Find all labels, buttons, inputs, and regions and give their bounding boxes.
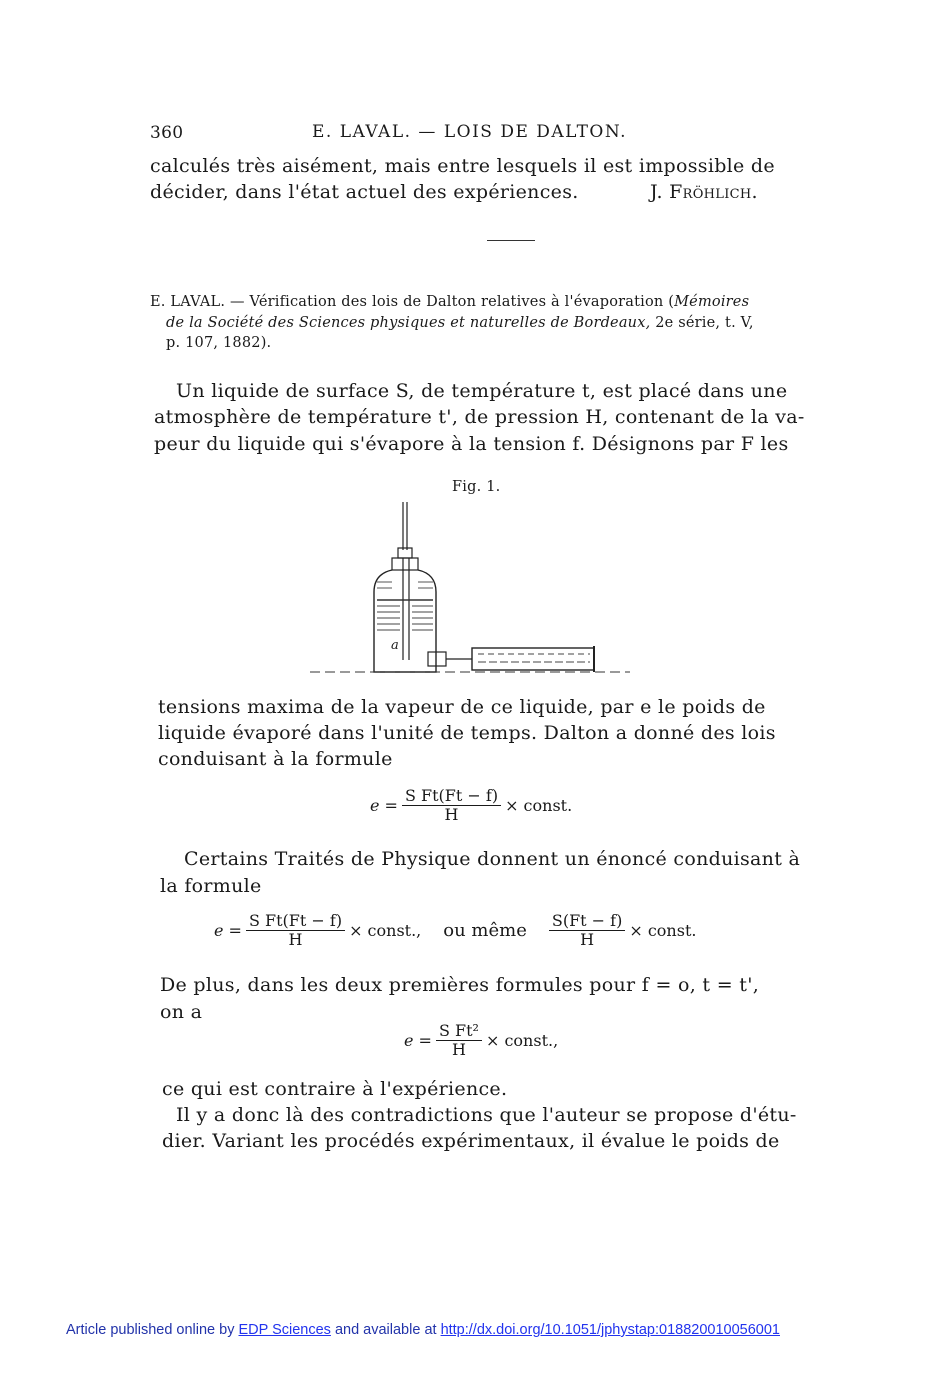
- formula-denominator: H: [580, 929, 595, 949]
- text-line: la formule: [160, 875, 262, 897]
- formula-lhs: e =: [370, 795, 398, 815]
- doi-link[interactable]: http://dx.doi.org/10.1051/jphystap:018820010056001: [440, 1322, 780, 1338]
- formula-numerator: S Ft(Ft − f): [402, 787, 501, 806]
- formula-fraction: [436, 1022, 482, 1058]
- formula-fraction: [402, 787, 501, 823]
- text-line: Un liquide de surface S, de température t, est placé dans une: [176, 380, 788, 402]
- formula-dalton: [370, 787, 572, 823]
- formula-lhs: e =: [404, 1030, 432, 1050]
- reference-journal: Mémoires: [674, 294, 750, 310]
- publisher-link[interactable]: EDP Sciences: [238, 1322, 331, 1338]
- reference-text: E. LAVAL. — Vérification des lois de Dalton relatives à l'évaporation (: [150, 294, 675, 310]
- text-line: décider, dans l'état actuel des expériences.: [150, 181, 579, 203]
- text-line: on a: [160, 1001, 203, 1023]
- text-line: calculés très aisément, mais entre lesquels il est impossible de: [150, 155, 775, 177]
- figure-caption: Fig. 1.: [452, 479, 501, 495]
- text-line: De plus, dans les deux premières formules pour f = o, t = t',: [160, 974, 760, 996]
- formula-denominator: H: [444, 804, 459, 824]
- text-line: liquide évaporé dans l'unité de temps. Dalton a donné des lois: [158, 722, 776, 744]
- footer-prefix: Article published online by: [66, 1322, 235, 1338]
- page-number: 360: [150, 123, 184, 143]
- text-line: atmosphère de température t', de pression H, contenant de la va-: [154, 406, 805, 428]
- separator-rule: [487, 240, 535, 241]
- formula-mid: × const.,: [349, 920, 422, 940]
- formula-special-case: [404, 1022, 558, 1058]
- text-line: dier. Variant les procédés expérimentaux, il évalue le poids de: [162, 1130, 780, 1152]
- formula-denominator: H: [288, 929, 303, 949]
- author-signature: J. Fröhlich.: [650, 181, 758, 203]
- running-title: E. LAVAL. — LOIS DE DALTON.: [312, 122, 628, 142]
- formula-denominator: H: [451, 1039, 466, 1059]
- reference-line: [166, 315, 754, 331]
- text-line: peur du liquide qui s'évapore à la tension f. Désignons par F les: [154, 433, 789, 455]
- formula-numerator: S(Ft − f): [549, 912, 625, 931]
- formula-rhs: × const.: [629, 920, 697, 940]
- formula-numerator: S Ft²: [436, 1022, 482, 1041]
- text-line: Certains Traités de Physique donnent un énoncé conduisant à: [184, 848, 801, 870]
- formula-numerator: S Ft(Ft − f): [246, 912, 345, 931]
- formula-traites: [214, 912, 696, 948]
- reference-line: p. 107, 1882).: [166, 335, 272, 351]
- text-line: tensions maxima de la vapeur de ce liquide, par e le poids de: [158, 696, 766, 718]
- apparatus-figure: [300, 500, 640, 680]
- formula-rhs: × const.: [505, 795, 573, 815]
- formula-fraction: [549, 912, 625, 948]
- text-line: ce qui est contraire à l'expérience.: [162, 1078, 508, 1100]
- formula-lhs: e =: [214, 920, 242, 940]
- text-line: conduisant à la formule: [158, 748, 393, 770]
- footer-middle: and available at: [334, 1322, 437, 1338]
- reference-text: 2e série, t. V,: [650, 315, 754, 331]
- formula-connector: ou même: [443, 919, 527, 941]
- formula-fraction: [246, 912, 345, 948]
- text-line: Il y a donc là des contradictions que l'auteur se propose d'étu-: [176, 1104, 797, 1126]
- reference-journal: de la Société des Sciences physiques et naturelles de Bordeaux,: [166, 315, 651, 331]
- reference-line: [150, 294, 749, 310]
- formula-rhs: × const.,: [485, 1030, 559, 1050]
- figure-label-a: a: [391, 638, 400, 653]
- publication-footer: [66, 1322, 780, 1338]
